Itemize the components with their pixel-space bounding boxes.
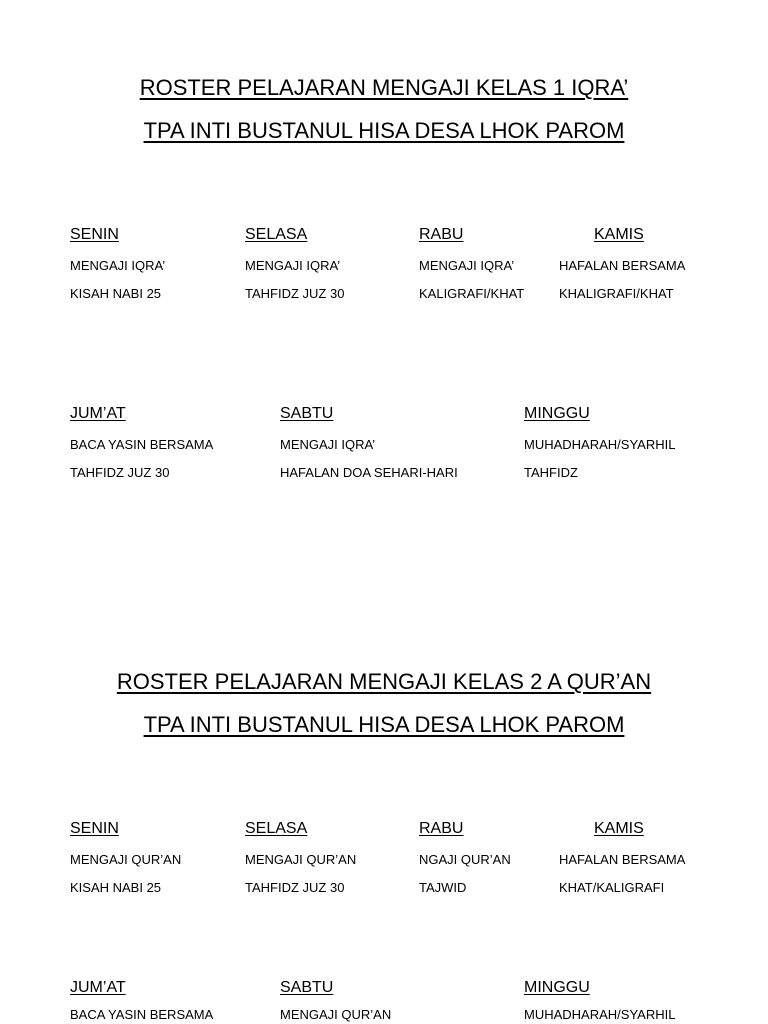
- section2-day-rabu: RABU: [419, 820, 464, 837]
- section2-jumat-item-1: BACA YASIN BERSAMA: [70, 1007, 214, 1022]
- section2-day-kamis: KAMIS: [594, 820, 644, 837]
- section1-day-minggu: MINGGU: [524, 405, 590, 422]
- section1-day-selasa: SELASA: [245, 226, 308, 243]
- section1-rabu-item-2: KALIGRAFI/KHAT: [419, 286, 525, 301]
- section1-kamis-item-2: KHALIGRAFI/KHAT: [559, 286, 674, 301]
- section1-selasa-item-2: TAHFIDZ JUZ 30: [245, 286, 345, 301]
- section1-sabtu-item-1: MENGAJI IQRA’: [280, 437, 376, 452]
- section1-senin-item-1: MENGAJI IQRA’: [70, 258, 166, 273]
- section2-senin-item-2: KISAH NABI 25: [70, 880, 162, 895]
- section1-rabu-item-1: MENGAJI IQRA’: [419, 258, 515, 273]
- section2-day-senin: SENIN: [70, 820, 119, 837]
- section1-sabtu-item-2: HAFALAN DOA SEHARI-HARI: [280, 465, 458, 480]
- section2-title-line1: ROSTER PELAJARAN MENGAJI KELAS 2 A QUR’AN: [116, 669, 652, 694]
- section2-selasa-item-1: MENGAJI QUR’AN: [245, 852, 357, 867]
- section2-minggu-item-1: MUHADHARAH/SYARHIL: [524, 1007, 676, 1022]
- section2-day-jumat: JUM’AT: [70, 979, 126, 996]
- section1-minggu-item-1: MUHADHARAH/SYARHIL: [524, 437, 676, 452]
- section2-sabtu-item-1: MENGAJI QUR’AN: [280, 1007, 392, 1022]
- section1-title-line2: TPA INTI BUSTANUL HISA DESA LHOK PAROM: [143, 118, 625, 143]
- section2-kamis-item-2: KHAT/KALIGRAFI: [559, 880, 665, 895]
- section2-selasa-item-2: TAHFIDZ JUZ 30: [245, 880, 345, 895]
- section1-day-kamis: KAMIS: [594, 226, 644, 243]
- section2-rabu-item-2: TAJWID: [419, 880, 467, 895]
- section2-day-selasa: SELASA: [245, 820, 308, 837]
- section2-day-sabtu: SABTU: [280, 979, 334, 996]
- section2-day-minggu: MINGGU: [524, 979, 590, 996]
- section1-day-jumat: JUM’AT: [70, 405, 126, 422]
- section1-day-rabu: RABU: [419, 226, 464, 243]
- section2-title-line2: TPA INTI BUSTANUL HISA DESA LHOK PAROM: [143, 712, 625, 737]
- section1-selasa-item-1: MENGAJI IQRA’: [245, 258, 341, 273]
- section1-day-senin: SENIN: [70, 226, 119, 243]
- section2-rabu-item-1: NGAJI QUR’AN: [419, 852, 511, 867]
- section1-minggu-item-2: TAHFIDZ: [524, 465, 578, 480]
- section1-day-sabtu: SABTU: [280, 405, 334, 422]
- section1-jumat-item-1: BACA YASIN BERSAMA: [70, 437, 214, 452]
- section2-kamis-item-1: HAFALAN BERSAMA: [559, 852, 686, 867]
- section2-senin-item-1: MENGAJI QUR’AN: [70, 852, 182, 867]
- section1-kamis-item-1: HAFALAN BERSAMA: [559, 258, 686, 273]
- section1-jumat-item-2: TAHFIDZ JUZ 30: [70, 465, 170, 480]
- section1-senin-item-2: KISAH NABI 25: [70, 286, 162, 301]
- section1-title-line1: ROSTER PELAJARAN MENGAJI KELAS 1 IQRA’: [139, 75, 629, 100]
